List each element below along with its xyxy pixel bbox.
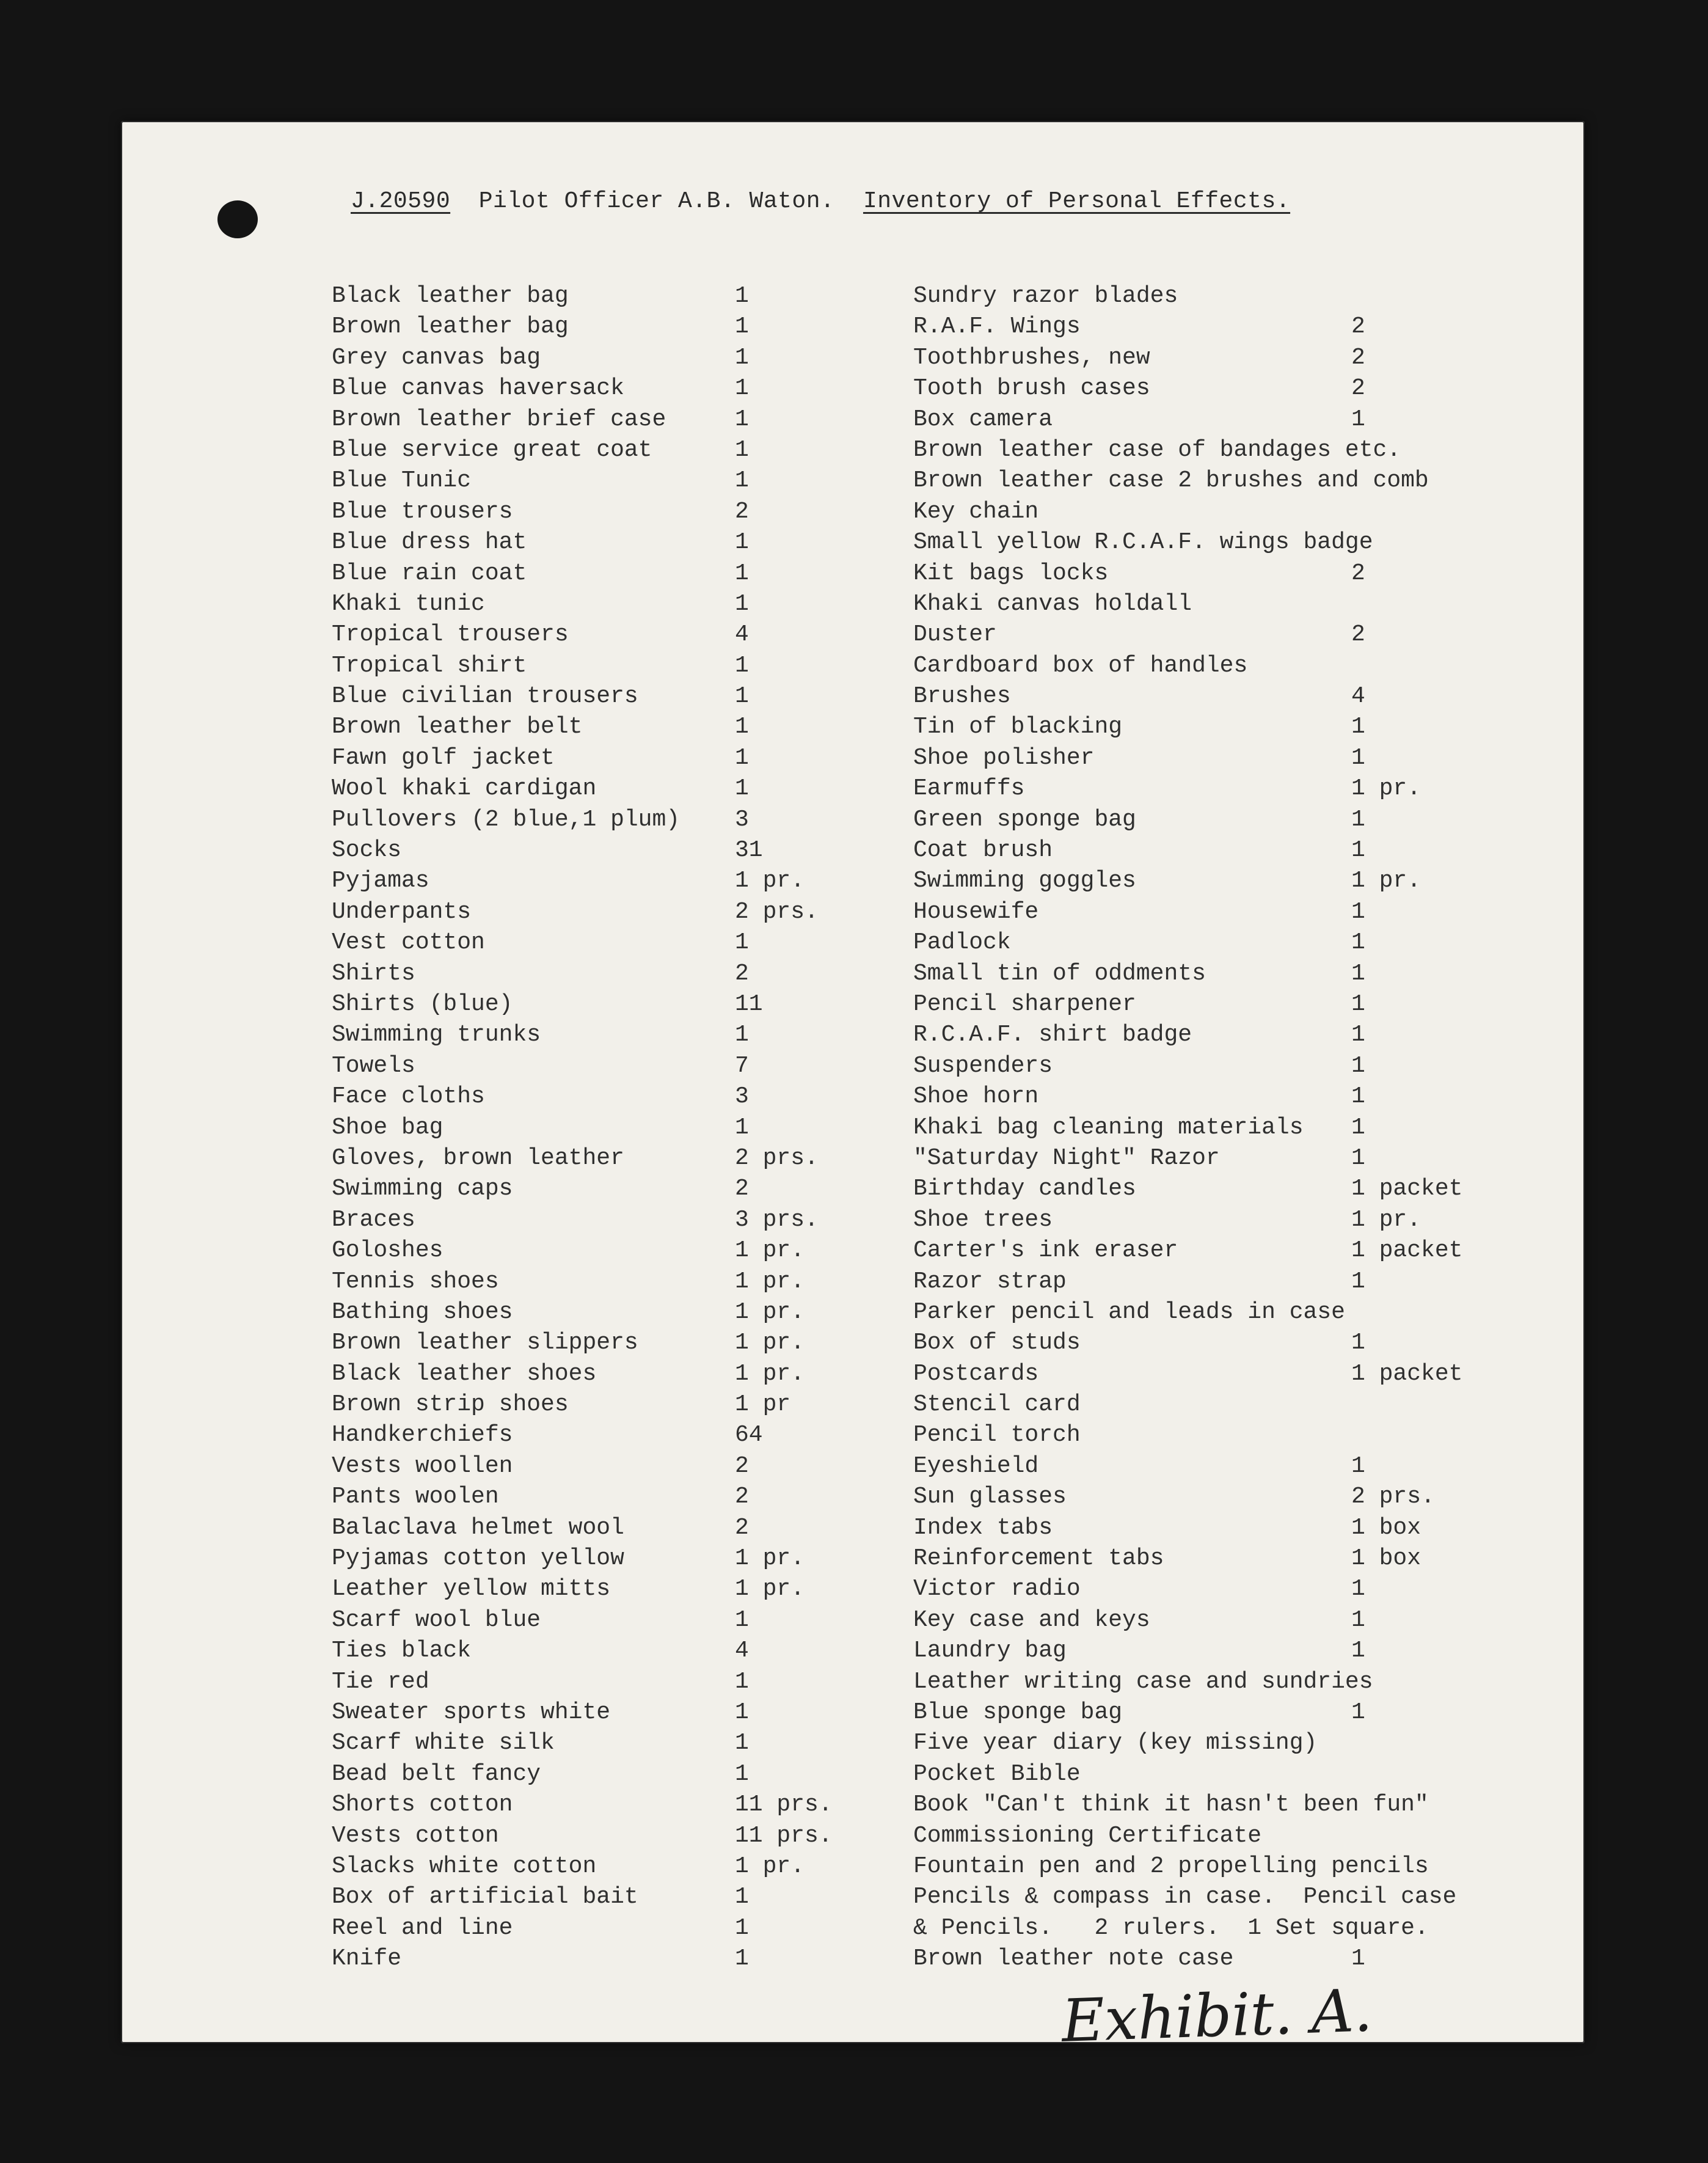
item-name: Black leather shoes: [332, 1360, 597, 1387]
item-name: Postcards: [913, 1360, 1039, 1387]
item-name: Kit bags locks: [913, 560, 1109, 587]
item-quantity: 1 pr.: [735, 1576, 805, 1603]
item-quantity: 1: [735, 683, 749, 710]
item-name: Brown leather belt: [332, 714, 583, 741]
item-quantity: 1: [735, 406, 749, 433]
item-name: Box of studs: [913, 1330, 1081, 1356]
item-quantity: 1 box: [1351, 1514, 1422, 1541]
item-quantity: 11 prs.: [735, 1792, 833, 1818]
item-quantity: 1: [1351, 1144, 1365, 1171]
item-quantity: 1: [735, 375, 749, 402]
item-name: Brown strip shoes: [332, 1391, 569, 1418]
item-quantity: 1 pr.: [735, 1237, 805, 1264]
item-name: Pullovers (2 blue,1 plum): [332, 806, 681, 833]
item-name: Commissioning Certificate: [913, 1822, 1262, 1849]
item-quantity: 2: [1351, 375, 1365, 402]
item-quantity: 1: [1351, 960, 1365, 987]
item-name: Underpants: [332, 898, 472, 925]
item-quantity: 2: [735, 1176, 749, 1202]
item-name: Brown leather slippers: [332, 1330, 638, 1356]
item-quantity: 1 pr.: [1351, 868, 1422, 895]
document-page: [121, 121, 1585, 2055]
item-quantity: 1: [735, 436, 749, 463]
item-name: Tropical trousers: [332, 621, 569, 648]
item-name: Index tabs: [913, 1514, 1053, 1541]
item-quantity: 1: [1351, 1606, 1365, 1633]
item-quantity: 2: [1351, 344, 1365, 371]
item-quantity: 1 pr.: [735, 1360, 805, 1387]
item-quantity: 2: [735, 1484, 749, 1510]
item-quantity: 2: [735, 1452, 749, 1479]
item-quantity: 7: [735, 1052, 749, 1079]
item-quantity: 2: [735, 498, 749, 525]
item-quantity: 1 packet: [1351, 1237, 1463, 1264]
item-name: Parker pencil and leads in case: [913, 1298, 1345, 1325]
item-quantity: 1: [735, 1022, 749, 1049]
item-name: Sun glasses: [913, 1484, 1067, 1510]
item-quantity: 2 prs.: [1351, 1484, 1435, 1510]
item-quantity: 1: [735, 1884, 749, 1911]
item-quantity: 1: [1351, 806, 1365, 833]
item-name: Brushes: [913, 683, 1011, 710]
item-name: Padlock: [913, 929, 1011, 956]
item-quantity: 1: [735, 1730, 749, 1757]
item-name: Knife: [332, 1945, 402, 1972]
item-quantity: 1 pr: [735, 1391, 791, 1418]
item-name: Leather yellow mitts: [332, 1576, 611, 1603]
item-quantity: 1: [735, 529, 749, 556]
item-quantity: 31: [735, 837, 763, 864]
item-name: Face cloths: [332, 1083, 485, 1110]
item-name: Brown leather note case: [913, 1945, 1234, 1972]
item-name: Bathing shoes: [332, 1298, 513, 1325]
item-name: Carter's ink eraser: [913, 1237, 1178, 1264]
item-name: Brown leather case 2 brushes and comb: [913, 467, 1429, 494]
item-name: Five year diary (key missing): [913, 1730, 1318, 1757]
item-quantity: 1: [735, 1945, 749, 1972]
item-name: Brown leather case of bandages etc.: [913, 436, 1401, 463]
officer-rank-name: Pilot Officer A.B. Waton.: [478, 188, 835, 214]
item-name: Swimming goggles: [913, 868, 1136, 895]
item-name: & Pencils. 2 rulers. 1 Set square.: [913, 1914, 1429, 1941]
item-name: Blue sponge bag: [913, 1699, 1123, 1726]
item-quantity: 1 packet: [1351, 1360, 1463, 1387]
item-name: Vests woollen: [332, 1452, 513, 1479]
item-quantity: 1 pr.: [735, 1330, 805, 1356]
item-name: Brown leather bag: [332, 313, 569, 340]
item-name: Tin of blacking: [913, 714, 1123, 741]
item-quantity: 2 prs.: [735, 1144, 819, 1171]
item-name: Reel and line: [332, 1914, 513, 1941]
item-quantity: 2: [1351, 313, 1365, 340]
item-name: Swimming trunks: [332, 1022, 541, 1049]
item-name: Tropical shirt: [332, 652, 527, 679]
item-name: Book "Can't think it hasn't been fun": [913, 1792, 1429, 1818]
item-name: Laundry bag: [913, 1638, 1067, 1664]
item-quantity: 4: [1351, 683, 1365, 710]
item-name: Blue Tunic: [332, 467, 472, 494]
item-name: Razor strap: [913, 1268, 1067, 1295]
item-quantity: 1: [735, 1760, 749, 1787]
punch-hole: [217, 200, 258, 238]
item-quantity: 3: [735, 806, 749, 833]
item-name: Coat brush: [913, 837, 1053, 864]
item-quantity: 1 packet: [1351, 1176, 1463, 1202]
exhibit-signature: Exhibit. A.: [1060, 1976, 1374, 2055]
item-quantity: 2: [735, 1514, 749, 1541]
item-name: Victor radio: [913, 1576, 1081, 1603]
item-quantity: 1: [735, 1914, 749, 1941]
item-name: Toothbrushes, new: [913, 344, 1150, 371]
item-name: Small tin of oddments: [913, 960, 1206, 987]
item-quantity: 1 pr.: [735, 1545, 805, 1572]
item-name: Shoe polisher: [913, 744, 1095, 771]
item-name: Gloves, brown leather: [332, 1144, 624, 1171]
item-quantity: 3 prs.: [735, 1206, 819, 1233]
item-name: Box camera: [913, 406, 1053, 433]
item-quantity: 1: [1351, 1576, 1365, 1603]
item-name: Suspenders: [913, 1052, 1053, 1079]
item-quantity: 1: [1351, 1638, 1365, 1664]
item-name: Tie red: [332, 1668, 429, 1695]
item-quantity: 1: [1351, 929, 1365, 956]
item-quantity: 11: [735, 990, 763, 1017]
item-quantity: 1: [1351, 990, 1365, 1017]
item-name: Tooth brush cases: [913, 375, 1150, 402]
item-quantity: 1: [1351, 714, 1365, 741]
item-name: Khaki bag cleaning materials: [913, 1114, 1304, 1141]
inventory-heading: [351, 188, 1290, 214]
item-name: Black leather bag: [332, 283, 569, 309]
item-quantity: 1 pr.: [1351, 1206, 1422, 1233]
item-quantity: 1: [735, 1668, 749, 1695]
service-number: J.20590: [351, 188, 451, 214]
item-name: Blue service great coat: [332, 436, 652, 463]
item-quantity: 1: [735, 467, 749, 494]
item-name: Fountain pen and 2 propelling pencils: [913, 1853, 1429, 1879]
item-quantity: 64: [735, 1422, 763, 1449]
item-quantity: 1: [1351, 898, 1365, 925]
item-name: Grey canvas bag: [332, 344, 541, 371]
item-quantity: 1: [1351, 1114, 1365, 1141]
item-name: Scarf white silk: [332, 1730, 555, 1757]
item-name: Blue dress hat: [332, 529, 527, 556]
item-quantity: 1 pr.: [735, 1298, 805, 1325]
item-quantity: 1 pr.: [735, 1268, 805, 1295]
item-quantity: 2: [735, 960, 749, 987]
item-name: Green sponge bag: [913, 806, 1136, 833]
item-name: Blue trousers: [332, 498, 513, 525]
item-quantity: 1: [1351, 1330, 1365, 1356]
item-name: Small yellow R.C.A.F. wings badge: [913, 529, 1373, 556]
item-name: Cardboard box of handles: [913, 652, 1248, 679]
item-name: Shoe horn: [913, 1083, 1039, 1110]
item-quantity: 1: [1351, 1052, 1365, 1079]
item-quantity: 3: [735, 1083, 749, 1110]
item-quantity: 1: [1351, 1083, 1365, 1110]
item-quantity: 1: [1351, 744, 1365, 771]
inventory-title: Inventory of Personal Effects.: [863, 188, 1291, 214]
item-quantity: 1: [735, 283, 749, 309]
item-name: Shirts: [332, 960, 415, 987]
item-name: Shoe bag: [332, 1114, 443, 1141]
item-name: Towels: [332, 1052, 415, 1079]
item-name: Key case and keys: [913, 1606, 1150, 1633]
item-quantity: 1: [735, 744, 749, 771]
item-quantity: 1: [735, 1699, 749, 1726]
item-quantity: 1: [1351, 1945, 1365, 1972]
item-name: Pyjamas cotton yellow: [332, 1545, 624, 1572]
item-quantity: 2: [1351, 560, 1365, 587]
item-name: Shirts (blue): [332, 990, 513, 1017]
item-name: Pocket Bible: [913, 1760, 1081, 1787]
item-name: Birthday candles: [913, 1176, 1136, 1202]
item-name: Housewife: [913, 898, 1039, 925]
item-name: Vests cotton: [332, 1822, 499, 1849]
item-quantity: 11 prs.: [735, 1822, 833, 1849]
item-name: "Saturday Night" Razor: [913, 1144, 1220, 1171]
item-quantity: 1: [735, 652, 749, 679]
item-name: Pants woolen: [332, 1484, 499, 1510]
item-quantity: 4: [735, 621, 749, 648]
item-name: Pencil sharpener: [913, 990, 1136, 1017]
item-name: Braces: [332, 1206, 415, 1233]
item-quantity: 1: [735, 590, 749, 617]
item-name: Duster: [913, 621, 997, 648]
item-name: Brown leather brief case: [332, 406, 666, 433]
item-quantity: 1: [735, 560, 749, 587]
item-quantity: 1: [1351, 1699, 1365, 1726]
item-name: Vest cotton: [332, 929, 485, 956]
item-quantity: 1: [735, 1606, 749, 1633]
item-name: Khaki tunic: [332, 590, 485, 617]
item-name: Khaki canvas holdall: [913, 590, 1192, 617]
item-name: Socks: [332, 837, 402, 864]
item-quantity: 1: [735, 714, 749, 741]
item-name: R.A.F. Wings: [913, 313, 1081, 340]
item-name: Shorts cotton: [332, 1792, 513, 1818]
item-name: Earmuffs: [913, 775, 1025, 802]
item-name: Sundry razor blades: [913, 283, 1178, 309]
item-name: Tennis shoes: [332, 1268, 499, 1295]
item-name: R.C.A.F. shirt badge: [913, 1022, 1192, 1049]
item-name: Blue canvas haversack: [332, 375, 624, 402]
item-quantity: 1 pr.: [735, 868, 805, 895]
item-name: Fawn golf jacket: [332, 744, 555, 771]
item-name: Blue rain coat: [332, 560, 527, 587]
item-name: Shoe trees: [913, 1206, 1053, 1233]
item-name: Reinforcement tabs: [913, 1545, 1164, 1572]
item-quantity: 1: [735, 313, 749, 340]
item-quantity: 1 pr.: [735, 1853, 805, 1879]
item-quantity: 1: [735, 929, 749, 956]
item-quantity: 2: [1351, 621, 1365, 648]
item-quantity: 4: [735, 1638, 749, 1664]
item-quantity: 1 box: [1351, 1545, 1422, 1572]
item-quantity: 1: [735, 775, 749, 802]
item-quantity: 1: [735, 344, 749, 371]
item-quantity: 1: [1351, 1022, 1365, 1049]
item-name: Scarf wool blue: [332, 1606, 541, 1633]
item-quantity: 1: [1351, 837, 1365, 864]
item-name: Eyeshield: [913, 1452, 1039, 1479]
item-name: Swimming caps: [332, 1176, 513, 1202]
item-name: Pyjamas: [332, 868, 429, 895]
item-name: Sweater sports white: [332, 1699, 611, 1726]
item-name: Pencils & compass in case. Pencil case: [913, 1884, 1457, 1911]
item-name: Ties black: [332, 1638, 472, 1664]
item-name: Box of artificial bait: [332, 1884, 638, 1911]
item-quantity: 1: [1351, 1452, 1365, 1479]
item-name: Goloshes: [332, 1237, 443, 1264]
item-quantity: 2 prs.: [735, 898, 819, 925]
item-name: Pencil torch: [913, 1422, 1081, 1449]
item-name: Bead belt fancy: [332, 1760, 541, 1787]
item-name: Wool khaki cardigan: [332, 775, 597, 802]
item-name: Handkerchiefs: [332, 1422, 513, 1449]
item-name: Slacks white cotton: [332, 1853, 597, 1879]
item-quantity: 1: [735, 1114, 749, 1141]
item-name: Stencil card: [913, 1391, 1081, 1418]
item-name: Blue civilian trousers: [332, 683, 638, 710]
item-quantity: 1: [1351, 1268, 1365, 1295]
item-name: Leather writing case and sundries: [913, 1668, 1373, 1695]
item-name: Key chain: [913, 498, 1039, 525]
item-quantity: 1 pr.: [1351, 775, 1422, 802]
item-quantity: 1: [1351, 406, 1365, 433]
item-name: Balaclava helmet wool: [332, 1514, 624, 1541]
